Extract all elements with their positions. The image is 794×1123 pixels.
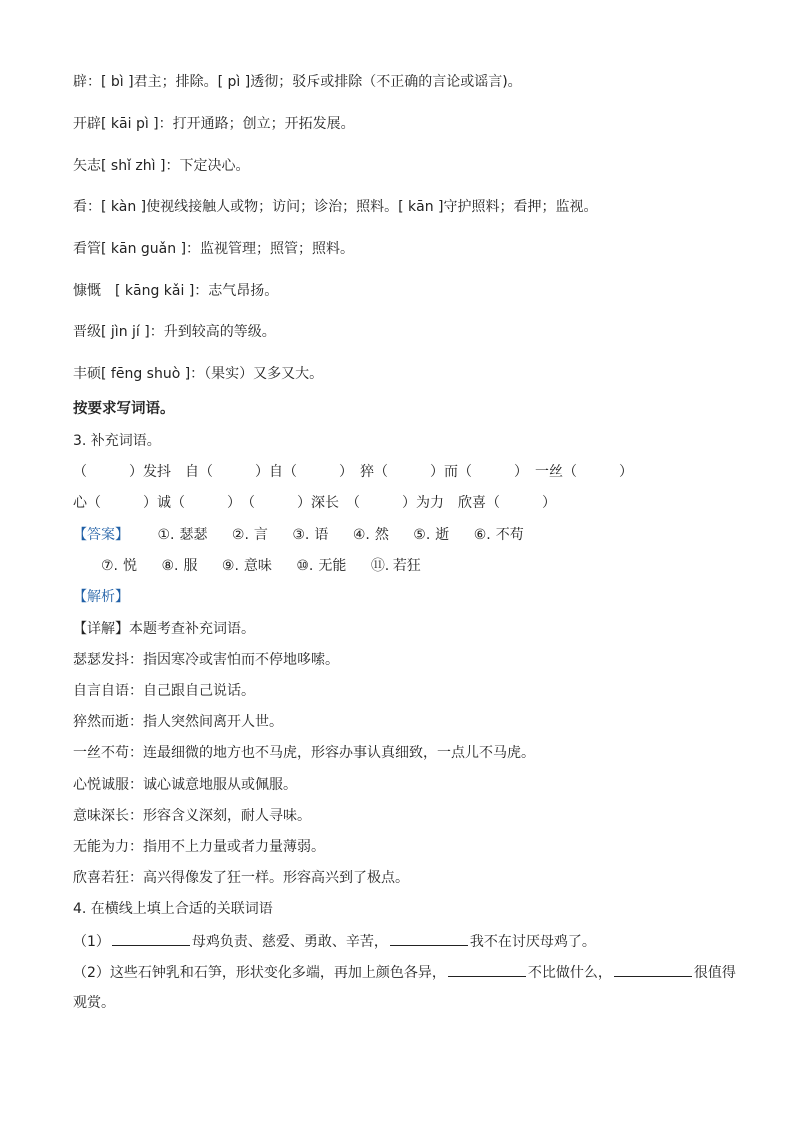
answer-text: 逝: [435, 527, 450, 543]
answer-number: ⑨.: [221, 558, 239, 574]
answer-item: [371, 556, 421, 576]
answer-item: [161, 556, 197, 576]
item-text: 不比做什么，: [527, 965, 612, 981]
answer-item: [292, 525, 328, 545]
answer-item: [413, 525, 449, 545]
answer-number: ⑥.: [473, 527, 491, 543]
explanation-line: 意味深长：形容含义深刻，耐人寻味。: [73, 808, 311, 824]
item-text: （2）这些石钟乳和石笋，形状变化多端，再加上颜色各异，: [73, 965, 446, 981]
answer-number: ⑩.: [296, 558, 314, 574]
question-4-title: 4. 在横线上填上合适的关联词语: [73, 901, 273, 917]
fill-blank[interactable]: [112, 931, 190, 946]
question-3-fill-row-2: 心（ ）诚（ ） （ ）深长 （ ）为力 欣喜（ ）: [73, 495, 556, 511]
answer-number: ④.: [352, 527, 370, 543]
definition-line: 矢志[ shǐ zhì ]：下定决心。: [73, 158, 250, 174]
answer-label: 【答案】: [73, 527, 129, 543]
answer-text: 无能: [318, 558, 347, 574]
question-3-title: 3. 补充词语。: [73, 433, 161, 449]
item-text: 我不在讨厌母鸡了。: [469, 934, 596, 950]
answer-text: 服: [183, 558, 198, 574]
answer-number: ②.: [231, 527, 249, 543]
question-4-item-2: [73, 962, 736, 983]
answer-item: [157, 525, 207, 545]
answer-text: 若狂: [392, 558, 421, 574]
definition-line: 慷慨 [ kāng kǎi ]：志气昂扬。: [73, 283, 279, 299]
question-3-fill-row-1: （ ）发抖 自（ ）自（ ） 猝（ ）而（ ） 一丝（ ）: [73, 464, 633, 480]
section-title: 按要求写词语。: [73, 401, 175, 417]
answer-text: 言: [253, 527, 268, 543]
definition-line: 看管[ kān guǎn ]：监视管理；照管；照料。: [73, 241, 355, 257]
answer-item: [474, 525, 524, 545]
answer-number: ⑤.: [413, 527, 431, 543]
answer-text: 不苟: [495, 527, 524, 543]
answer-item: [353, 525, 389, 545]
explanation-line: 无能为力：指用不上力量或者力量薄弱。: [73, 839, 325, 855]
item-text: 母鸡负责、慈爱、勇敢、辛苦，: [191, 934, 388, 950]
answer-item: [222, 556, 272, 576]
explanation-line: 自言自语：自己跟自己说话。: [73, 683, 255, 699]
answer-number: ⑧.: [161, 558, 179, 574]
fill-blank[interactable]: [614, 962, 692, 977]
item-number: （1）: [73, 934, 110, 950]
definition-line: 辟：[ bì ]君主；排除。[ pì ]透彻；驳斥或排除（不正确的言论或谣言)。: [73, 74, 522, 90]
answer-text: 意味: [243, 558, 272, 574]
question-4-item-2-continued: 观赏。: [73, 995, 115, 1011]
answer-text: 瑟瑟: [179, 527, 208, 543]
answer-number: ①.: [157, 527, 175, 543]
answer-item: [101, 556, 137, 576]
answer-number: ⑦.: [101, 558, 119, 574]
answer-row-2: [101, 556, 441, 576]
item-text: 很值得: [693, 965, 736, 981]
definition-line: 开辟[ kāi pì ]：打开通路；创立；开拓发展。: [73, 116, 355, 132]
answer-row-1: [73, 525, 544, 545]
analysis-label: 【解析】: [73, 589, 129, 605]
answer-text: 然: [374, 527, 389, 543]
explanation-line: 心悦诚服：诚心诚意地服从或佩服。: [73, 777, 297, 793]
answer-number: ③.: [292, 527, 310, 543]
answer-item: [232, 525, 268, 545]
question-4-item-1: [73, 931, 596, 952]
answer-item: [296, 556, 346, 576]
explanation-line: 一丝不苟：连最细微的地方也不马虎，形容办事认真细致，一点儿不马虎。: [73, 745, 535, 761]
answer-number: ⑪.: [370, 558, 390, 574]
explanation-line: 瑟瑟发抖：指因寒冷或害怕而不停地哆嗦。: [73, 652, 339, 668]
fill-blank[interactable]: [390, 931, 468, 946]
answer-text: 悦: [123, 558, 137, 574]
definition-line: 看：[ kàn ]使视线接触人或物；访问；诊治；照料。[ kān ]守护照料；看押；监视。: [73, 199, 598, 215]
fill-blank[interactable]: [448, 962, 526, 977]
explanation-line: 猝然而逝：指人突然间离开人世。: [73, 714, 283, 730]
definition-line: 晋级[ jìn jí ]：升到较高的等级。: [73, 324, 276, 340]
answer-text: 语: [314, 527, 329, 543]
explanation-line: 欣喜若狂：高兴得像发了狂一样。形容高兴到了极点。: [73, 870, 409, 886]
detail-line: 【详解】本题考查补充词语。: [73, 621, 255, 637]
definition-line: 丰硕[ fēng shuò ]：（果实）又多又大。: [73, 366, 324, 382]
